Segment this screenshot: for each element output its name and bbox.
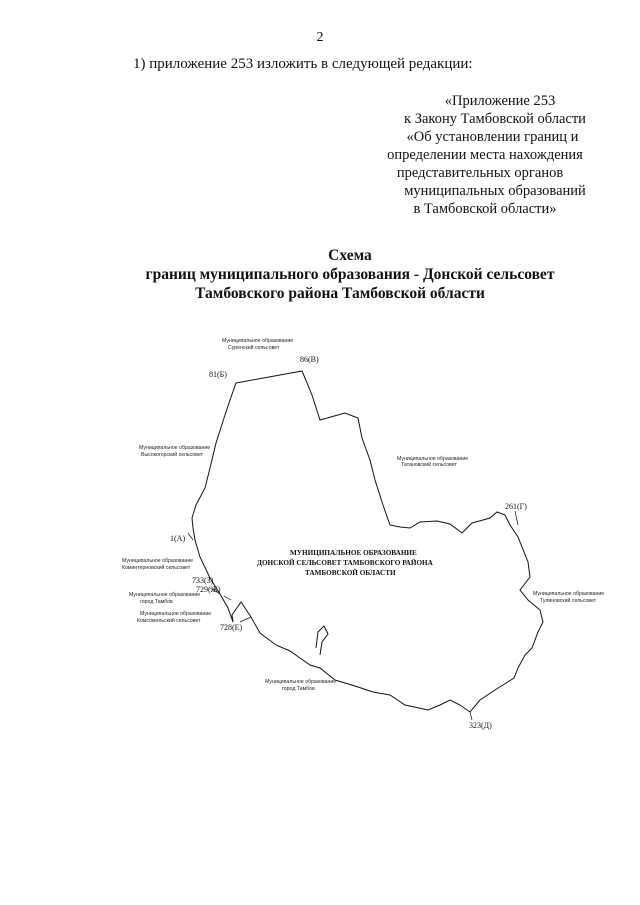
neighbor-label: Муниципальное образование <box>140 611 212 617</box>
municipality-label: ТАМБОВСКОЙ ОБЛАСТИ <box>305 569 396 577</box>
point-label: 1(А) <box>170 534 186 543</box>
neighbor-label: Высокогорский сельсовет <box>141 452 203 458</box>
appendix-line: муниципальных образований <box>404 183 586 199</box>
neighbor-label: город Тамбов <box>282 686 315 692</box>
point-label: 729(Ж) <box>196 585 221 594</box>
neighbor-label: Муниципальное образование <box>222 338 294 344</box>
point-label: 323(Д) <box>469 721 492 730</box>
neighbor-label: Татановский сельсовет <box>401 462 457 468</box>
neighbor-label: город Тамбов <box>140 599 173 605</box>
neighbor-label: Тулиновский сельсовет <box>540 598 597 604</box>
neighbor-label: Муниципальное образование <box>139 445 211 451</box>
neighbor-label: Коминтерновский сельсовет <box>122 565 191 571</box>
neighbor-label: Муниципальное образование <box>122 558 194 564</box>
point-label: 81(Б) <box>209 370 227 379</box>
point-label: 728(Е) <box>220 623 243 632</box>
appendix-line: определении места нахождения <box>387 147 583 163</box>
amendment-instruction: 1) приложение 253 изложить в следующей редакции: <box>133 56 473 72</box>
boundary-line <box>192 371 543 712</box>
neighbor-label: Муниципальное образование <box>265 679 337 685</box>
municipality-label: МУНИЦИПАЛЬНОЕ ОБРАЗОВАНИЕ <box>290 549 417 557</box>
page-number: 2 <box>316 30 324 45</box>
title-line: Схема <box>328 247 372 264</box>
neighbor-label: Комсомольский сельсовет <box>137 618 201 624</box>
point-label: 733(З) <box>192 576 214 585</box>
neighbor-label: Суренский сельсовет <box>228 345 280 351</box>
point-label: 261(Г) <box>505 502 527 511</box>
neighbor-label: Муниципальное образование <box>129 592 201 598</box>
appendix-line: в Тамбовской области» <box>413 201 557 217</box>
enclave-line <box>316 626 328 655</box>
appendix-line: к Закону Тамбовской области <box>404 111 586 127</box>
appendix-line: «Об установлении границ и <box>406 129 579 145</box>
appendix-line: «Приложение 253 <box>444 93 556 109</box>
neighbor-label: Муниципальное образование <box>397 456 469 462</box>
municipality-label: ДОНСКОЙ СЕЛЬСОВЕТ ТАМБОВСКОГО РАЙОНА <box>257 559 433 567</box>
neighbor-label: Муниципальное образование <box>533 591 605 597</box>
title-line: границ муниципального образования - Донской сельсовет <box>145 266 555 283</box>
marker-line <box>188 511 518 720</box>
title-line: Тамбовского района Тамбовской области <box>195 285 485 302</box>
appendix-line: представительных органов <box>396 165 564 181</box>
point-label: 86(В) <box>300 355 319 364</box>
